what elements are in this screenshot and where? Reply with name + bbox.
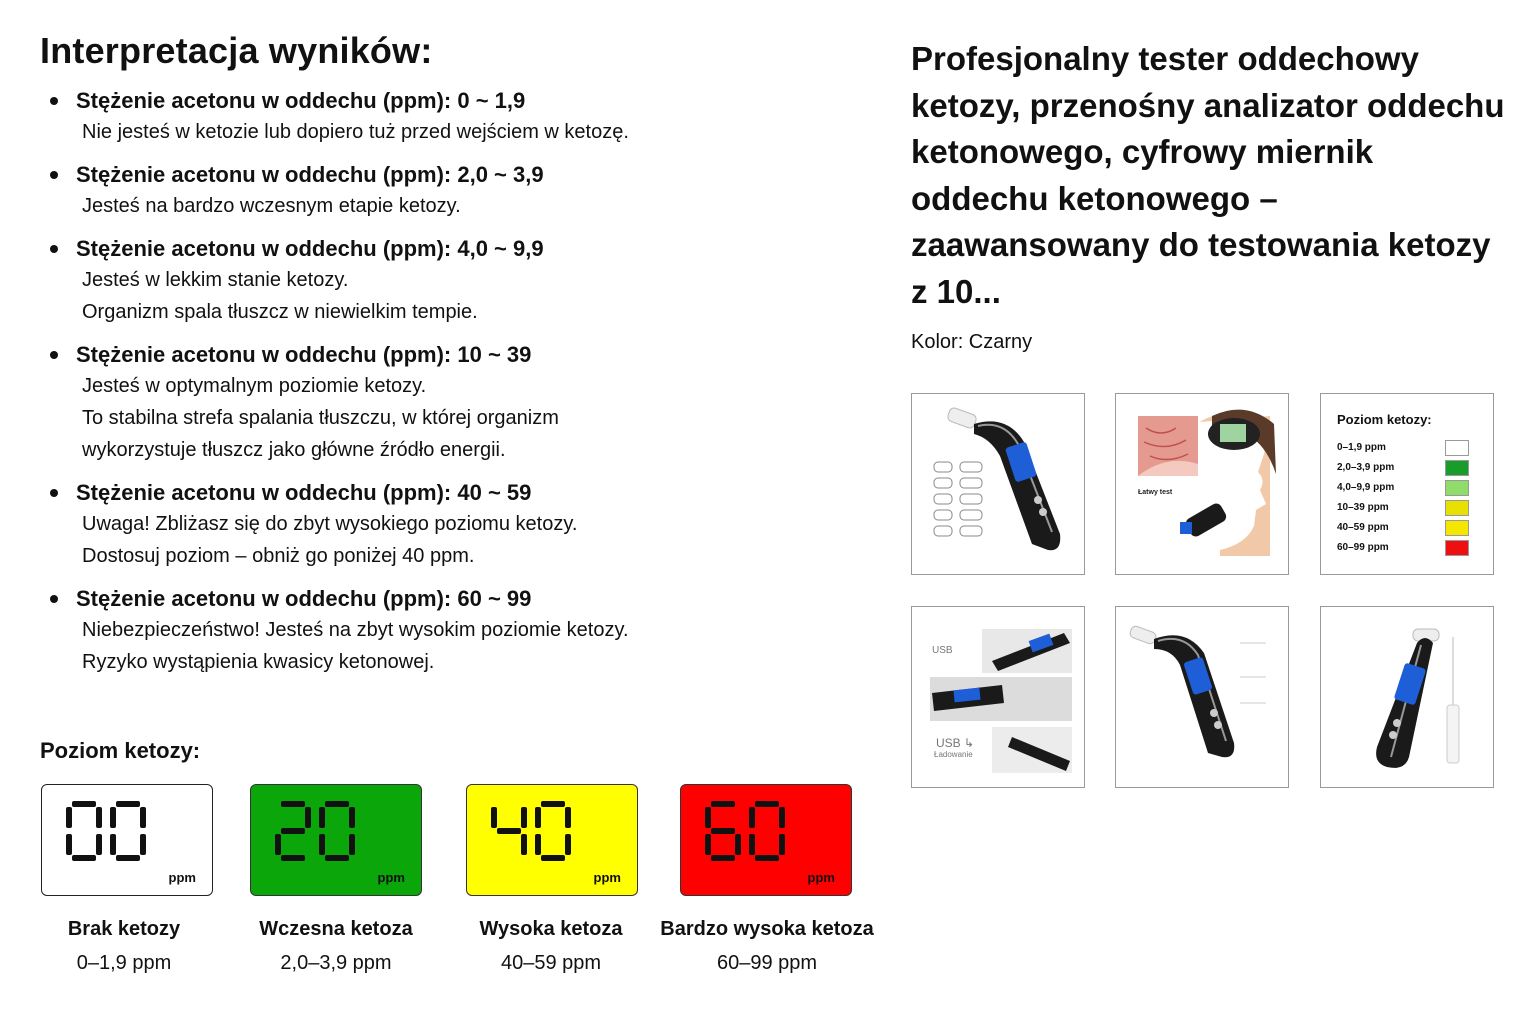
interpretation-item — [40, 478, 880, 572]
digit-segment — [705, 834, 711, 855]
digit-reading — [269, 797, 359, 867]
digit-segment — [779, 834, 785, 855]
device-with-mouthpiece-thumbnail[interactable] — [1320, 606, 1494, 788]
digit-segment — [491, 807, 497, 828]
interpretation-heading — [40, 234, 880, 264]
digit-segment — [497, 828, 521, 834]
interpretation-title: Interpretacja wyników: — [40, 30, 433, 71]
digit-segment — [281, 801, 305, 807]
mini-chart-label: 10–39 ppm — [1337, 502, 1389, 513]
interpretation-heading-text: Stężenie acetonu w oddechu (ppm): 10 ~ 39 — [76, 342, 532, 367]
level-range: 60–99 ppm — [716, 952, 818, 974]
level-display-very-high — [680, 784, 852, 896]
interpretation-item — [40, 86, 880, 148]
digit-segment — [535, 807, 541, 828]
interpretation-description: Jesteś w lekkim stanie ketozy. — [82, 269, 349, 291]
interpretation-description: Jesteś w optymalnym poziomie ketozy. — [82, 375, 427, 397]
digit-segment — [110, 834, 116, 855]
digit-segment — [305, 807, 311, 828]
digit-segment — [755, 801, 779, 807]
digit-segment — [66, 834, 72, 855]
mini-chart-swatch — [1445, 500, 1469, 516]
mini-chart-label: 60–99 ppm — [1337, 542, 1389, 553]
ketosis-level-chart-thumbnail[interactable] — [1320, 393, 1494, 575]
interpretation-heading-text: Stężenie acetonu w oddechu (ppm): 40 ~ 59 — [76, 480, 532, 505]
level-display-high — [466, 784, 638, 896]
digit-segment — [521, 834, 527, 855]
interpretation-heading-text: Stężenie acetonu w oddechu (ppm): 60 ~ 99 — [76, 586, 532, 611]
bullet-icon — [50, 171, 58, 179]
bullet-icon — [50, 595, 58, 603]
level-name: Bardzo wysoka ketoza — [660, 918, 874, 940]
digit-segment — [319, 834, 325, 855]
digit-reading — [60, 797, 150, 867]
usb-charging-label: USB ↳ — [936, 736, 975, 750]
mini-chart-row — [1337, 500, 1477, 516]
digit-segment — [711, 801, 735, 807]
digit-reading — [485, 797, 575, 867]
woman-breathing-thumbnail[interactable] — [1115, 393, 1289, 575]
bullet-icon — [50, 351, 58, 359]
level-name: Wysoka ketoza — [479, 918, 623, 940]
digit-segment — [72, 855, 96, 861]
unit-label: ppm — [593, 870, 621, 885]
level-range: 40–59 ppm — [500, 952, 602, 974]
interpretation-item — [40, 234, 880, 328]
mini-chart-swatch — [1445, 480, 1469, 496]
digit-segment — [535, 834, 541, 855]
easy-test-label: Łatwy test — [1138, 489, 1173, 496]
mini-chart-row — [1337, 520, 1477, 536]
digit-segment — [711, 828, 735, 834]
mini-chart-label: 4,0–9,9 ppm — [1337, 482, 1395, 493]
digit-segment — [325, 801, 349, 807]
mini-chart-row — [1337, 540, 1477, 556]
digit-segment — [275, 834, 281, 855]
bullet-icon — [50, 489, 58, 497]
digit-segment — [565, 807, 571, 828]
interpretation-section — [40, 30, 880, 690]
interpretation-item — [40, 340, 880, 466]
mini-chart-swatch — [1445, 520, 1469, 536]
digit-segment — [281, 828, 305, 834]
unit-label: ppm — [807, 870, 835, 885]
level-range: 0–1,9 ppm — [76, 952, 172, 974]
levels-title: Poziom ketozy: — [40, 738, 201, 763]
interpretation-description: Uwaga! Zbliżasz się do zbyt wysokiego poziomu ketozy. — [82, 513, 578, 535]
interpretation-heading-text: Stężenie acetonu w oddechu (ppm): 4,0 ~ 9,9 — [76, 236, 544, 261]
device-side-view-thumbnail[interactable] — [1115, 606, 1289, 788]
level-display-early — [250, 784, 422, 896]
interpretation-heading — [40, 584, 880, 614]
interpretation-description: wykorzystuje tłuszcz jako główne źródło energii. — [82, 439, 506, 461]
digit-segment — [96, 834, 102, 855]
level-display-none — [41, 784, 213, 896]
interpretation-heading — [40, 340, 880, 370]
unit-label: ppm — [377, 870, 405, 885]
bullet-icon — [50, 97, 58, 105]
unit-label: ppm — [168, 870, 196, 885]
interpretation-heading — [40, 478, 880, 508]
digit-segment — [349, 834, 355, 855]
level-range: 2,0–3,9 ppm — [280, 952, 392, 974]
digit-segment — [541, 801, 565, 807]
digit-segment — [319, 807, 325, 828]
mini-chart-row — [1337, 460, 1477, 476]
mini-chart-label: 40–59 ppm — [1337, 522, 1389, 533]
digit-segment — [541, 855, 565, 861]
interpretation-description: Organizm spala tłuszcz w niewielkim tempie. — [82, 301, 478, 323]
level-name: Wczesna ketoza — [259, 918, 413, 940]
product-title: Profesjonalny tester oddechowy ketozy, przenośny analizator oddechu ketonowego, cyfrowy miernik oddechu ketonowego – zaawansowany do testowania ketozy z 10... — [911, 40, 1505, 310]
device-with-icons-thumbnail[interactable] — [911, 393, 1085, 575]
interpretation-description: Jesteś na bardzo wczesnym etapie ketozy. — [82, 195, 461, 217]
digit-segment — [749, 807, 755, 828]
digit-segment — [521, 807, 527, 828]
interpretation-description: Niebezpieczeństwo! Jesteś na zbyt wysokim poziomie ketozy. — [82, 619, 629, 641]
mini-chart-label: 2,0–3,9 ppm — [1337, 462, 1395, 473]
usb-label: USB — [932, 645, 953, 656]
mini-chart-label: 0–1,9 ppm — [1337, 442, 1386, 453]
level-name: Brak ketozy — [67, 918, 181, 940]
mini-chart-swatch — [1445, 460, 1469, 476]
interpretation-heading-text: Stężenie acetonu w oddechu (ppm): 0 ~ 1,9 — [76, 88, 526, 113]
digit-segment — [140, 834, 146, 855]
mini-chart-swatch — [1445, 540, 1469, 556]
digit-segment — [705, 807, 711, 828]
digit-segment — [96, 807, 102, 828]
digit-segment — [735, 834, 741, 855]
mini-chart-swatch — [1445, 440, 1469, 456]
interpretation-description: To stabilna strefa spalania tłuszczu, w której organizm — [82, 407, 559, 429]
digit-segment — [565, 834, 571, 855]
interpretation-heading — [40, 86, 880, 116]
interpretation-list — [40, 86, 880, 678]
interpretation-description: Ryzyko wystąpienia kwasicy ketonowej. — [82, 651, 435, 673]
digit-reading — [699, 797, 789, 867]
digit-segment — [711, 855, 735, 861]
usb-charging-thumbnail[interactable] — [911, 606, 1085, 788]
digit-segment — [110, 807, 116, 828]
digit-segment — [116, 855, 140, 861]
digit-segment — [749, 834, 755, 855]
digit-segment — [349, 807, 355, 828]
product-color-label: Kolor: Czarny — [911, 331, 1033, 353]
digit-segment — [72, 801, 96, 807]
digit-segment — [116, 801, 140, 807]
mini-chart-row — [1337, 480, 1477, 496]
interpretation-heading-text: Stężenie acetonu w oddechu (ppm): 2,0 ~ 3,9 — [76, 162, 544, 187]
interpretation-item — [40, 584, 880, 678]
mini-chart-row — [1337, 440, 1477, 456]
interpretation-description: Dostosuj poziom – obniż go poniżej 40 ppm. — [82, 545, 475, 567]
digit-segment — [281, 855, 305, 861]
digit-segment — [140, 807, 146, 828]
digit-segment — [755, 855, 779, 861]
bullet-icon — [50, 245, 58, 253]
digit-segment — [779, 807, 785, 828]
interpretation-description: Nie jesteś w ketozie lub dopiero tuż przed wejściem w ketozę. — [82, 121, 629, 143]
interpretation-heading — [40, 160, 880, 190]
digit-segment — [325, 855, 349, 861]
mini-chart-title: Poziom ketozy: — [1337, 412, 1432, 427]
digit-segment — [66, 807, 72, 828]
charging-label: Ładowanie — [934, 750, 973, 759]
interpretation-item — [40, 160, 880, 222]
